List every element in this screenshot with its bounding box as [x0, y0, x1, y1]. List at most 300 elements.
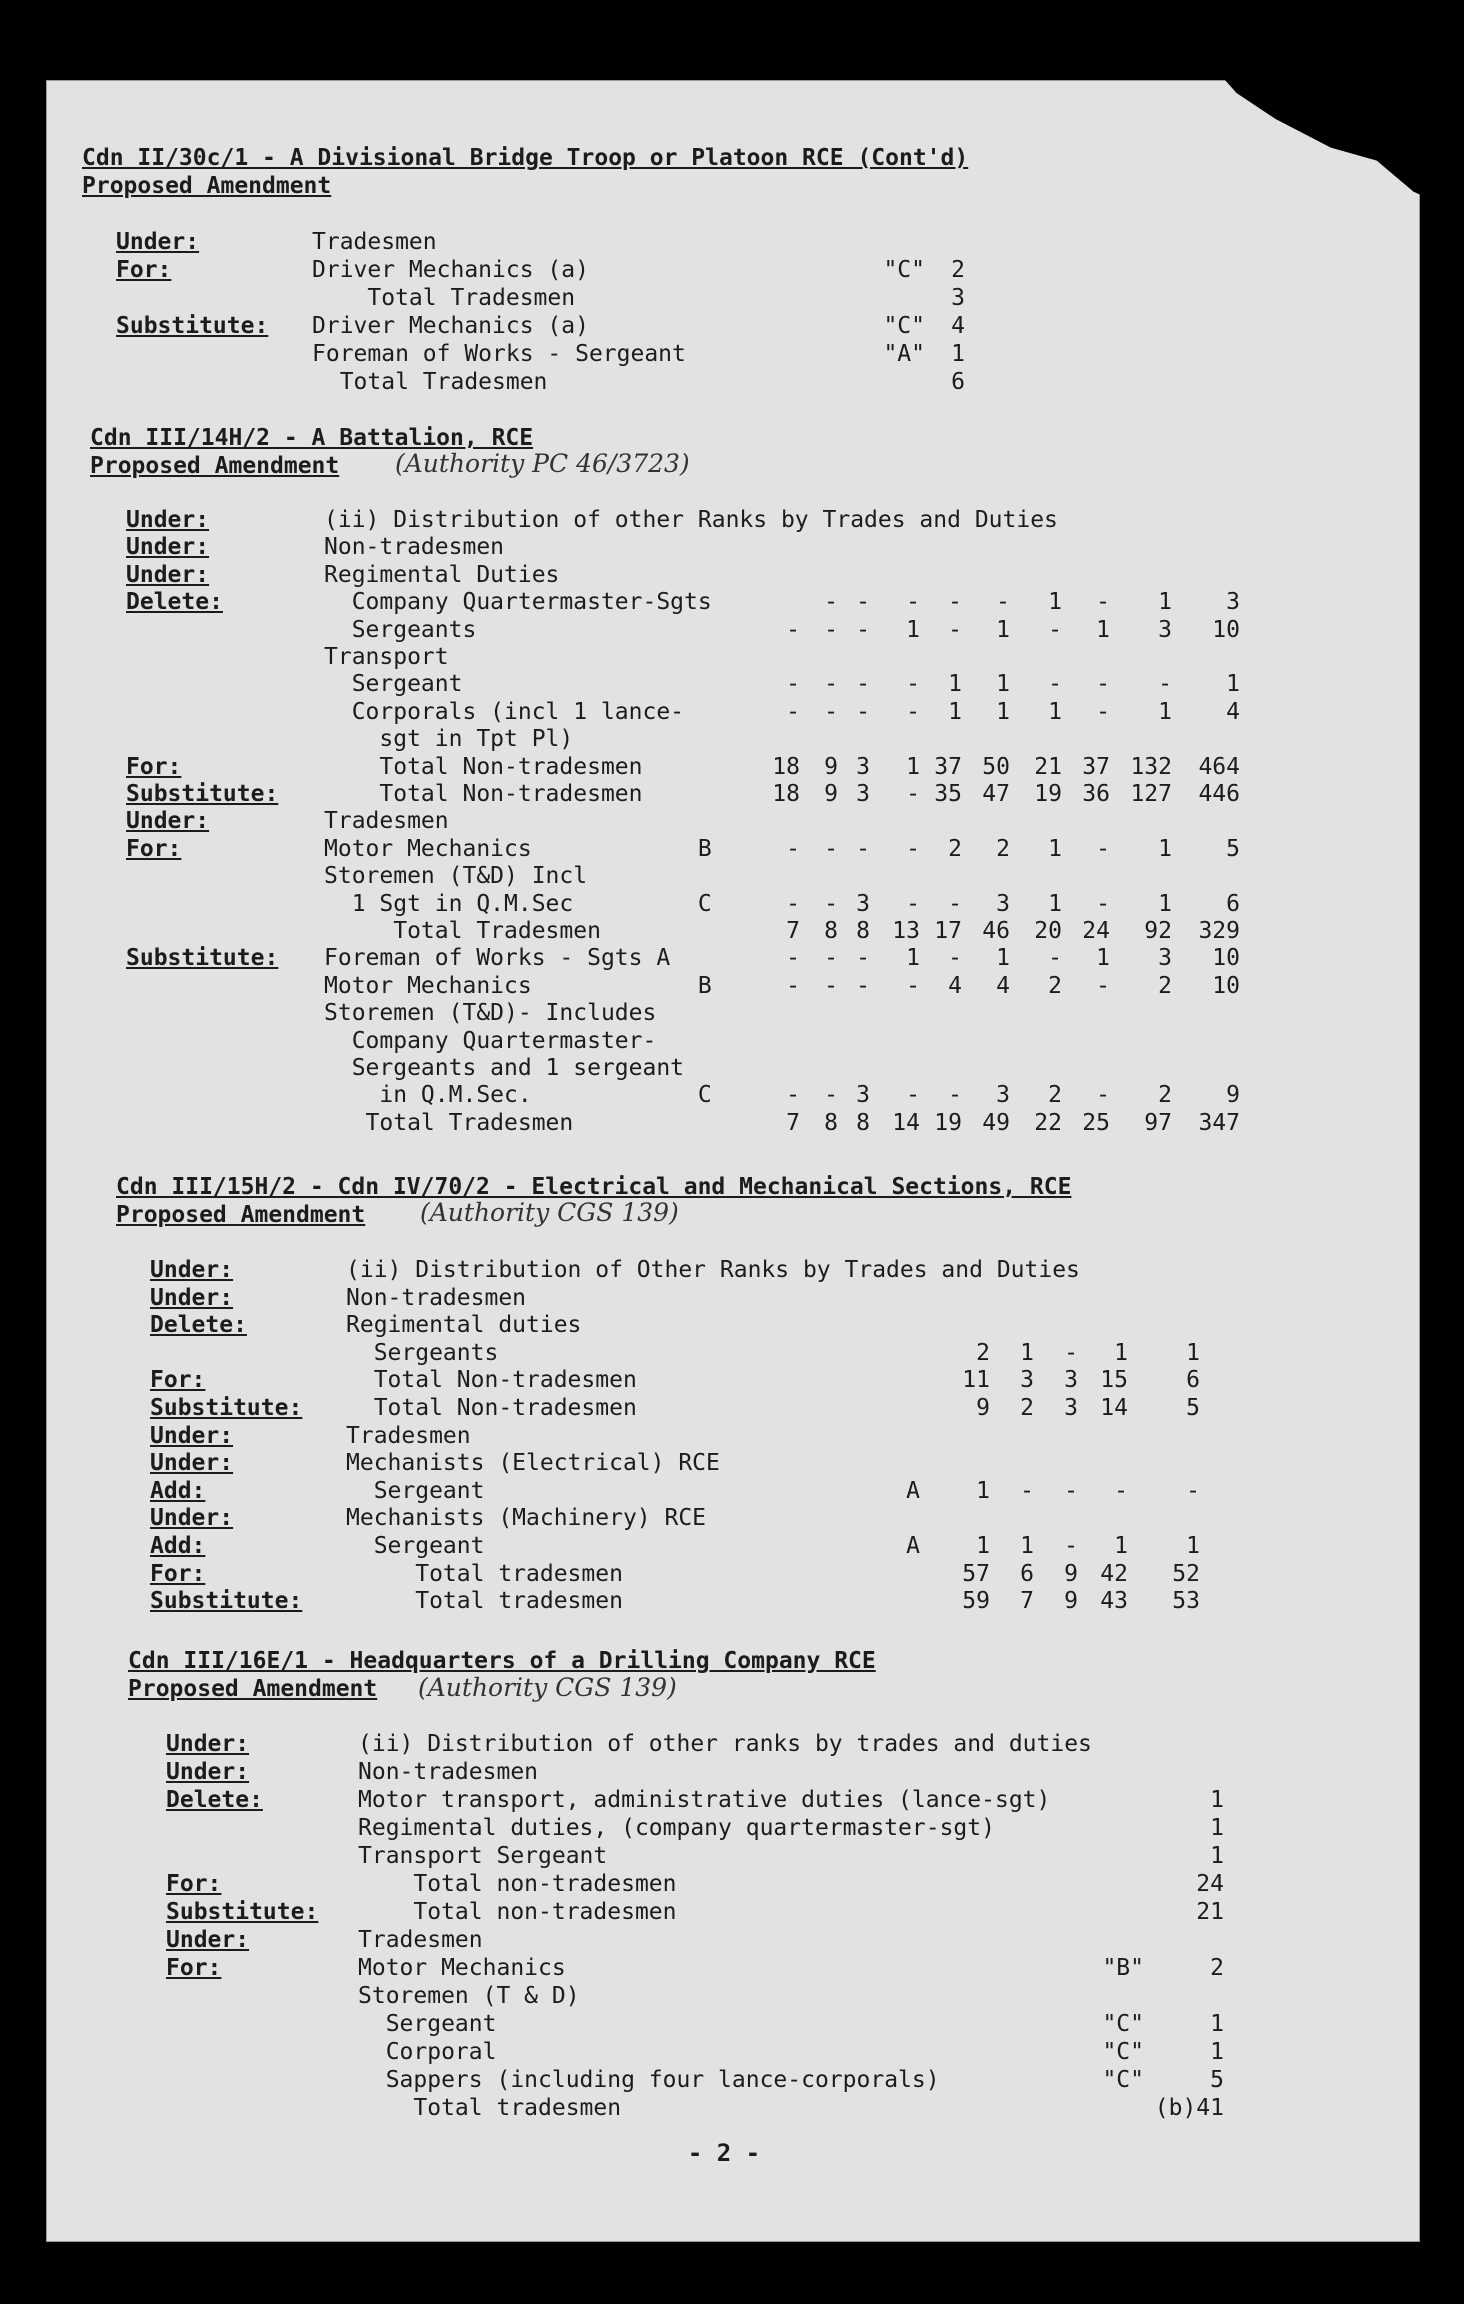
table-cell: 4: [948, 973, 962, 999]
row-text: (ii) Distribution of other Ranks by Trades and Duties: [324, 507, 1058, 533]
table-cell: -: [1096, 973, 1110, 999]
table-row: [0, 228, 1464, 256]
row-label: Add:: [150, 1478, 206, 1504]
table-row: [0, 725, 1464, 753]
row-text: Total tradesmen: [358, 2095, 622, 2121]
table-cell: 1: [976, 1533, 990, 1559]
table-cell: 3: [856, 1082, 870, 1108]
table-cell: 1: [996, 671, 1010, 697]
row-text: Total Tradesmen: [312, 285, 576, 311]
table-cell: 1: [1048, 836, 1062, 862]
row-text: Driver Mechanics (a): [312, 257, 589, 283]
row-text: Tradesmen: [346, 1423, 471, 1449]
section-header: Cdn III/14H/2 - A Battalion, RCE: [90, 425, 534, 451]
table-cell: 1: [1096, 945, 1110, 971]
table-cell: 2: [1048, 973, 1062, 999]
table-cell: -: [996, 589, 1010, 615]
row-label: Under:: [150, 1505, 234, 1531]
table-cell: -: [948, 617, 962, 643]
row-text: Sergeants: [346, 1340, 499, 1366]
table-cell: 19: [1034, 781, 1062, 807]
table-cell: 2: [1020, 1395, 1034, 1421]
row-text: Total Non-tradesmen: [346, 1395, 637, 1421]
table-cell: -: [906, 836, 920, 862]
table-cell: 7: [786, 918, 800, 944]
row-label: Substitute:: [166, 1899, 319, 1925]
table-cell: 1: [1048, 699, 1062, 725]
row-text: Regimental Duties: [324, 562, 560, 588]
table-cell: 13: [892, 918, 920, 944]
row-text: Sergeants: [324, 617, 477, 643]
table-cell: 5: [1210, 2067, 1224, 2093]
table-row: [0, 1560, 1464, 1588]
table-cell: 1: [948, 699, 962, 725]
table-cell: -: [786, 1082, 800, 1108]
table-row: [0, 862, 1464, 890]
table-cell: 127: [1130, 781, 1172, 807]
table-cell: -: [906, 891, 920, 917]
table-row: [0, 2094, 1464, 2122]
table-row: [0, 1758, 1464, 1786]
row-label: For:: [150, 1561, 206, 1587]
table-cell: 6: [1020, 1561, 1034, 1587]
table-cell: 1: [951, 341, 965, 367]
table-cell: -: [824, 1082, 838, 1108]
row-text: sgt in Tpt Pl): [324, 726, 574, 752]
row-text: Tradesmen: [324, 808, 449, 834]
table-cell: 2: [1048, 1082, 1062, 1108]
proposed-amendment-label: Proposed Amendment: [90, 453, 340, 479]
row-text: Mechanists (Electrical) RCE: [346, 1450, 720, 1476]
table-cell: 9: [976, 1395, 990, 1421]
table-cell: 9: [824, 781, 838, 807]
table-row: [0, 1926, 1464, 1954]
table-cell: 1: [996, 699, 1010, 725]
table-row: [0, 616, 1464, 644]
table-row: [0, 1339, 1464, 1367]
row-label: For:: [166, 1871, 222, 1897]
row-label: For:: [116, 257, 172, 283]
table-cell: 2: [1158, 1082, 1172, 1108]
row-text: Sergeant: [346, 1533, 485, 1559]
table-cell: -: [1020, 1478, 1034, 1504]
table-row: [0, 1366, 1464, 1394]
row-label: Substitute:: [126, 781, 279, 807]
table-cell: 37: [934, 754, 962, 780]
table-cell: 11: [962, 1367, 990, 1393]
table-row: [0, 340, 1464, 368]
table-cell: -: [824, 589, 838, 615]
table-cell: -: [1048, 671, 1062, 697]
section-header: Cdn II/30c/1 - A Divisional Bridge Troop or Platoon RCE (Cont'd): [82, 145, 969, 171]
table-cell: 3: [856, 754, 870, 780]
table-cell: 1: [906, 754, 920, 780]
table-cell: 52: [1172, 1561, 1200, 1587]
row-text: Non-tradesmen: [346, 1285, 527, 1311]
row-text: Corporal: [358, 2039, 497, 2065]
table-cell: -: [1114, 1478, 1128, 1504]
table-cell: "C": [1102, 2039, 1144, 2065]
table-cell: 19: [934, 1110, 962, 1136]
handwritten-authority: (Authority PC 46/3723): [395, 449, 690, 478]
table-cell: 1: [948, 671, 962, 697]
row-text: Total non-tradesmen: [358, 1899, 677, 1925]
row-label: Under:: [150, 1450, 234, 1476]
table-cell: 1: [1048, 589, 1062, 615]
table-cell: -: [824, 945, 838, 971]
row-label: Under:: [166, 1731, 250, 1757]
table-cell: 35: [934, 781, 962, 807]
table-row: [0, 1814, 1464, 1842]
row-label: For:: [126, 754, 182, 780]
row-text: Tradesmen: [312, 229, 437, 255]
table-cell: 3: [996, 1082, 1010, 1108]
table-cell: -: [1096, 1082, 1110, 1108]
table-cell: 9: [1064, 1561, 1078, 1587]
table-cell: 10: [1212, 973, 1240, 999]
table-cell: -: [948, 891, 962, 917]
table-cell: 7: [1020, 1588, 1034, 1614]
table-cell: 2: [996, 836, 1010, 862]
table-row: [0, 561, 1464, 589]
table-cell: -: [1048, 617, 1062, 643]
row-text: Foreman of Works - Sergeant: [312, 341, 686, 367]
table-cell: 3: [1158, 945, 1172, 971]
table-cell: 17: [934, 918, 962, 944]
table-cell: -: [1096, 671, 1110, 697]
table-cell: 1: [1048, 891, 1062, 917]
table-cell: 3: [1064, 1367, 1078, 1393]
table-row: [0, 1284, 1464, 1312]
table-row: [0, 533, 1464, 561]
row-text: Total tradesmen: [346, 1561, 623, 1587]
table-cell: -: [856, 836, 870, 862]
row-text: Total Non-tradesmen: [346, 1367, 637, 1393]
row-label: Delete:: [150, 1312, 247, 1338]
table-cell: 5: [1226, 836, 1240, 862]
table-cell: -: [906, 1082, 920, 1108]
table-cell: -: [824, 617, 838, 643]
table-cell: 1: [1158, 699, 1172, 725]
table-cell: -: [1064, 1478, 1078, 1504]
table-cell: -: [824, 891, 838, 917]
row-text: Tradesmen: [358, 1927, 483, 1953]
table-cell: -: [786, 945, 800, 971]
row-text: Total non-tradesmen: [358, 1871, 677, 1897]
table-row: [0, 643, 1464, 671]
table-cell: -: [1048, 945, 1062, 971]
handwritten-authority: (Authority CGS 139): [420, 1198, 679, 1227]
table-cell: -: [786, 891, 800, 917]
table-row: [0, 1730, 1464, 1758]
table-cell: -: [906, 973, 920, 999]
table-cell: -: [948, 1082, 962, 1108]
table-row: [0, 1786, 1464, 1814]
row-text: Sergeants and 1 sergeant: [324, 1055, 685, 1081]
table-row: [0, 972, 1464, 1000]
table-row: [0, 1532, 1464, 1560]
row-text: 1 Sgt in Q.M.Sec C: [324, 891, 712, 917]
table-row: [0, 1394, 1464, 1422]
row-text: Mechanists (Machinery) RCE: [346, 1505, 707, 1531]
row-label: Substitute:: [116, 313, 269, 339]
row-label: Add:: [150, 1533, 206, 1559]
row-label: Delete:: [166, 1787, 263, 1813]
table-cell: -: [824, 699, 838, 725]
page-number: - 2 -: [687, 2139, 761, 2167]
table-cell: -: [906, 781, 920, 807]
table-cell: 14: [1100, 1395, 1128, 1421]
row-label: Under:: [166, 1927, 250, 1953]
table-cell: 1: [1210, 1843, 1224, 1869]
row-text: Sergeant: [324, 671, 463, 697]
table-row: [0, 753, 1464, 781]
table-cell: 464: [1198, 754, 1240, 780]
row-label: For:: [150, 1367, 206, 1393]
table-row: [0, 2010, 1464, 2038]
row-text: Motor Mechanics B: [324, 973, 712, 999]
table-row: [0, 1587, 1464, 1615]
row-text: Sergeant: [358, 2011, 497, 2037]
table-cell: -: [1096, 836, 1110, 862]
section-header: Cdn III/16E/1 - Headquarters of a Drilling Company RCE: [128, 1648, 876, 1674]
table-cell: 21: [1196, 1899, 1224, 1925]
table-cell: 36: [1082, 781, 1110, 807]
table-cell: 15: [1100, 1367, 1128, 1393]
table-cell: 4: [996, 973, 1010, 999]
section-header: Cdn III/15H/2 - Cdn IV/70/2 - Electrical and Mechanical Sections, RCE: [116, 1174, 1072, 1200]
row-label: Under:: [116, 229, 200, 255]
table-row: [0, 835, 1464, 863]
row-label: Under:: [166, 1759, 250, 1785]
row-label: Under:: [126, 808, 210, 834]
table-cell: 1: [976, 1478, 990, 1504]
table-row: [0, 506, 1464, 534]
row-text: Regimental duties: [346, 1312, 582, 1338]
table-row: [0, 256, 1464, 284]
table-cell: 4: [1226, 699, 1240, 725]
table-row: [0, 698, 1464, 726]
table-cell: 24: [1196, 1871, 1224, 1897]
table-row: [0, 1109, 1464, 1137]
row-label: Under:: [150, 1285, 234, 1311]
table-cell: 25: [1082, 1110, 1110, 1136]
table-cell: -: [1064, 1533, 1078, 1559]
table-row: [0, 1422, 1464, 1450]
row-text: Motor Mechanics B: [324, 836, 712, 862]
row-text: Company Quartermaster-Sgts: [324, 589, 712, 615]
table-cell: 53: [1172, 1588, 1200, 1614]
table-row: [0, 1982, 1464, 2010]
table-row: [0, 670, 1464, 698]
table-cell: -: [1096, 891, 1110, 917]
table-cell: 50: [982, 754, 1010, 780]
table-row: [0, 944, 1464, 972]
row-label: For:: [126, 836, 182, 862]
table-cell: -: [906, 699, 920, 725]
table-cell: -: [856, 671, 870, 697]
table-cell: 3: [856, 891, 870, 917]
table-row: [0, 1449, 1464, 1477]
table-row: [0, 1311, 1464, 1339]
table-cell: 42: [1100, 1561, 1128, 1587]
table-cell: -: [786, 617, 800, 643]
table-cell: 46: [982, 918, 1010, 944]
row-text: Total Tradesmen: [324, 918, 601, 944]
table-row: [0, 1870, 1464, 1898]
table-row: [0, 1256, 1464, 1284]
row-text: Foreman of Works - Sgts A: [324, 945, 671, 971]
table-cell: 20: [1034, 918, 1062, 944]
table-cell: 329: [1198, 918, 1240, 944]
table-cell: 59: [962, 1588, 990, 1614]
table-cell: -: [856, 973, 870, 999]
table-cell: A: [906, 1478, 920, 1504]
table-cell: 9: [1064, 1588, 1078, 1614]
table-cell: -: [824, 671, 838, 697]
table-cell: 24: [1082, 918, 1110, 944]
table-cell: -: [856, 699, 870, 725]
table-cell: 7: [786, 1110, 800, 1136]
table-cell: "C": [1102, 2067, 1144, 2093]
table-cell: 8: [824, 1110, 838, 1136]
table-cell: 1: [1096, 617, 1110, 643]
table-cell: "C": [883, 257, 925, 283]
table-cell: 2: [1210, 1955, 1224, 1981]
table-cell: -: [1096, 589, 1110, 615]
proposed-amendment-label: Proposed Amendment: [82, 173, 332, 199]
row-text: Total Non-tradesmen: [324, 781, 643, 807]
row-text: Transport: [324, 644, 449, 670]
table-cell: 446: [1198, 781, 1240, 807]
row-text: Company Quartermaster-: [324, 1028, 657, 1054]
table-cell: -: [906, 671, 920, 697]
table-row: [0, 312, 1464, 340]
table-cell: 92: [1144, 918, 1172, 944]
table-cell: -: [824, 836, 838, 862]
table-row: [0, 1081, 1464, 1109]
table-row: [0, 1954, 1464, 1982]
table-cell: -: [1064, 1340, 1078, 1366]
row-label: Delete:: [126, 589, 223, 615]
table-cell: 10: [1212, 617, 1240, 643]
table-cell: -: [786, 699, 800, 725]
table-cell: 1: [906, 945, 920, 971]
table-cell: 1: [906, 617, 920, 643]
table-cell: 1: [996, 617, 1010, 643]
table-cell: 1: [1226, 671, 1240, 697]
row-label: Substitute:: [126, 945, 279, 971]
table-cell: -: [856, 945, 870, 971]
table-cell: 21: [1034, 754, 1062, 780]
row-text: Total tradesmen: [346, 1588, 623, 1614]
table-cell: 3: [1158, 617, 1172, 643]
table-row: [0, 1027, 1464, 1055]
table-cell: "C": [1102, 2011, 1144, 2037]
row-label: Under:: [126, 507, 210, 533]
table-cell: 4: [951, 313, 965, 339]
table-cell: 8: [856, 1110, 870, 1136]
proposed-amendment-label: Proposed Amendment: [116, 1202, 366, 1228]
table-cell: 6: [1226, 891, 1240, 917]
table-cell: 1: [1210, 1787, 1224, 1813]
table-cell: -: [856, 617, 870, 643]
table-cell: A: [906, 1533, 920, 1559]
table-cell: 3: [1064, 1395, 1078, 1421]
table-row: [0, 890, 1464, 918]
table-cell: "C": [883, 313, 925, 339]
row-text: in Q.M.Sec. C: [324, 1082, 712, 1108]
table-cell: -: [786, 973, 800, 999]
table-row: [0, 807, 1464, 835]
table-row: [0, 368, 1464, 396]
row-text: Storemen (T & D): [358, 1983, 580, 2009]
proposed-amendment-label: Proposed Amendment: [128, 1676, 378, 1702]
table-cell: -: [948, 945, 962, 971]
table-cell: 9: [1226, 1082, 1240, 1108]
table-cell: 8: [856, 918, 870, 944]
table-cell: 6: [951, 369, 965, 395]
table-cell: 14: [892, 1110, 920, 1136]
table-cell: 37: [1082, 754, 1110, 780]
table-row: [0, 917, 1464, 945]
row-label: Under:: [126, 562, 210, 588]
table-cell: 6: [1186, 1367, 1200, 1393]
table-row: [0, 588, 1464, 616]
table-cell: 57: [962, 1561, 990, 1587]
table-cell: -: [786, 671, 800, 697]
row-text: Motor Mechanics: [358, 1955, 566, 1981]
row-text: Non-tradesmen: [324, 534, 505, 560]
table-cell: 1: [1186, 1533, 1200, 1559]
table-cell: 22: [1034, 1110, 1062, 1136]
table-cell: 3: [1226, 589, 1240, 615]
table-cell: 2: [948, 836, 962, 862]
row-text: Sergeant: [346, 1478, 485, 1504]
table-cell: 1: [1020, 1533, 1034, 1559]
table-cell: 47: [982, 781, 1010, 807]
table-cell: -: [856, 589, 870, 615]
table-row: [0, 780, 1464, 808]
table-cell: 2: [1158, 973, 1172, 999]
table-cell: 3: [996, 891, 1010, 917]
table-row: [0, 1842, 1464, 1870]
row-label: Substitute:: [150, 1395, 303, 1421]
table-row: [0, 284, 1464, 312]
table-cell: 2: [976, 1340, 990, 1366]
table-row: [0, 999, 1464, 1027]
table-cell: "A": [883, 341, 925, 367]
table-cell: 347: [1198, 1110, 1240, 1136]
row-text: Total Non-tradesmen: [324, 754, 643, 780]
table-cell: 49: [982, 1110, 1010, 1136]
table-cell: 10: [1212, 945, 1240, 971]
row-text: Motor transport, administrative duties (lance-sgt): [358, 1787, 1051, 1813]
table-cell: 9: [824, 754, 838, 780]
table-row: [0, 1898, 1464, 1926]
table-cell: 1: [1114, 1340, 1128, 1366]
table-row: [0, 1054, 1464, 1082]
table-cell: 1: [1210, 2039, 1224, 2065]
row-text: Sappers (including four lance-corporals): [358, 2067, 940, 2093]
row-text: Total Tradesmen: [324, 1110, 574, 1136]
table-cell: -: [948, 589, 962, 615]
table-cell: 18: [772, 781, 800, 807]
row-text: Corporals (incl 1 lance-: [324, 699, 685, 725]
table-cell: 18: [772, 754, 800, 780]
table-cell: 1: [1210, 2011, 1224, 2037]
table-row: [0, 2038, 1464, 2066]
